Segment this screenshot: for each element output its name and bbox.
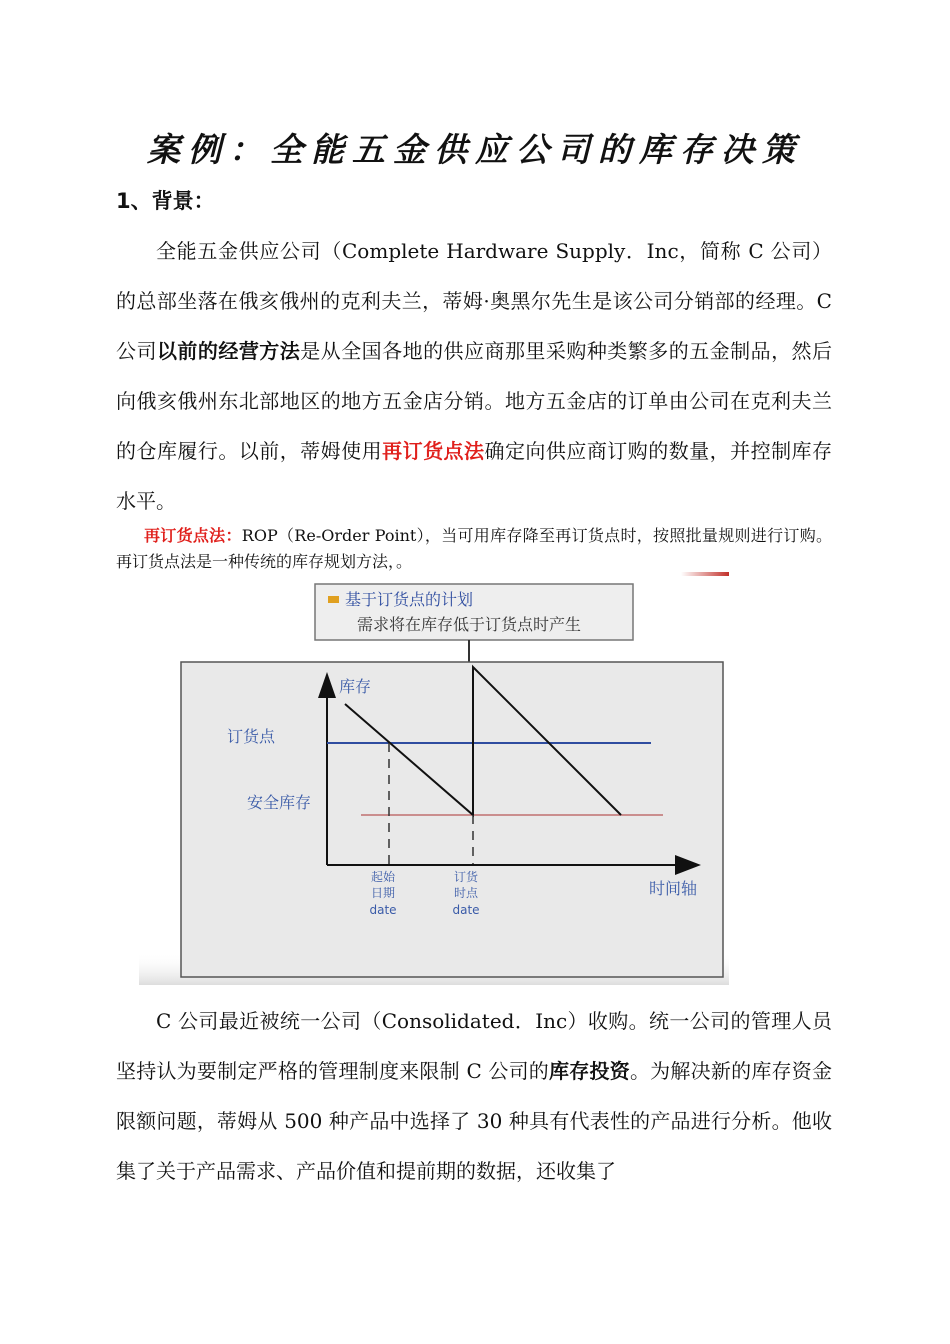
rop-diagram	[139, 572, 729, 985]
section-heading: 1、背景：	[116, 189, 215, 213]
order-label-line3: date	[452, 903, 480, 917]
bold-phrase: 库存投资	[549, 1059, 630, 1083]
caption-subtitle: 需求将在库存低于订货点时产生	[357, 615, 582, 634]
chart-panel	[181, 662, 723, 977]
paragraph-text: 是从全国各地的供应商那里采购种类繁多的五金制品，然后向俄亥俄州东北部地区的地方五金店分销。地方五金店的订单由公司在克利夫兰的仓库履行。以前，蒂姆使用	[116, 339, 833, 463]
start-label-line1: 起始	[370, 870, 396, 884]
paragraph-text: 确定向供应商订购的数量，并控制库存水平。	[116, 439, 833, 513]
start-label-line3: date	[369, 903, 397, 917]
order-label-line2: 时点	[453, 886, 479, 900]
rop-diagram-svg	[139, 572, 729, 985]
highlight-phrase: 再订货点法	[382, 439, 485, 463]
order-label-line1: 订货	[453, 870, 479, 884]
safety-stock-label: 安全库存	[247, 793, 312, 812]
paragraph-text: C 公司最近被统一公司（Consolidated．Inc）收购。统一公司的管理人员坚持认为要制定严格的管理制度来限制 C 公司的	[116, 1009, 832, 1083]
start-label-line2: 日期	[370, 886, 396, 900]
y-axis-label: 库存	[339, 677, 372, 696]
bold-phrase: 以前的经营方法	[156, 339, 301, 363]
caption-title: 基于订货点的计划	[345, 590, 474, 609]
decor-strip	[609, 572, 729, 576]
x-axis-label: 时间轴	[649, 879, 698, 898]
note-text: ROP（Re-Order Point），当可用库存降至再订货点时，按照批量规则进行订购。再订货点法是一种传统的库存规划方法，。	[116, 526, 832, 571]
paragraph-text: 全能五金供应公司（Complete Hardware Supply．Inc，简称 C 公司）的总部坐落在俄亥俄州的克利夫兰，蒂姆·奥黑尔先生是该公司分销部的经理。C 公司	[116, 239, 832, 363]
bullet-icon	[328, 596, 339, 603]
paragraph-acquisition	[116, 996, 832, 1196]
definition-note	[116, 523, 832, 575]
note-label: 再订货点法：	[144, 526, 242, 545]
paragraph-text: 。为解决新的库存资金限额问题，蒂姆从 500 种产品中选择了 30 种具有代表性的产品进行分析。他收集了关于产品需求、产品价值和提前期的数据，还收集了	[116, 1059, 833, 1183]
paragraph-background	[116, 226, 832, 526]
reorder-point-label: 订货点	[227, 727, 276, 746]
document-title: 案例：全能五金供应公司的库存决策	[147, 130, 803, 169]
